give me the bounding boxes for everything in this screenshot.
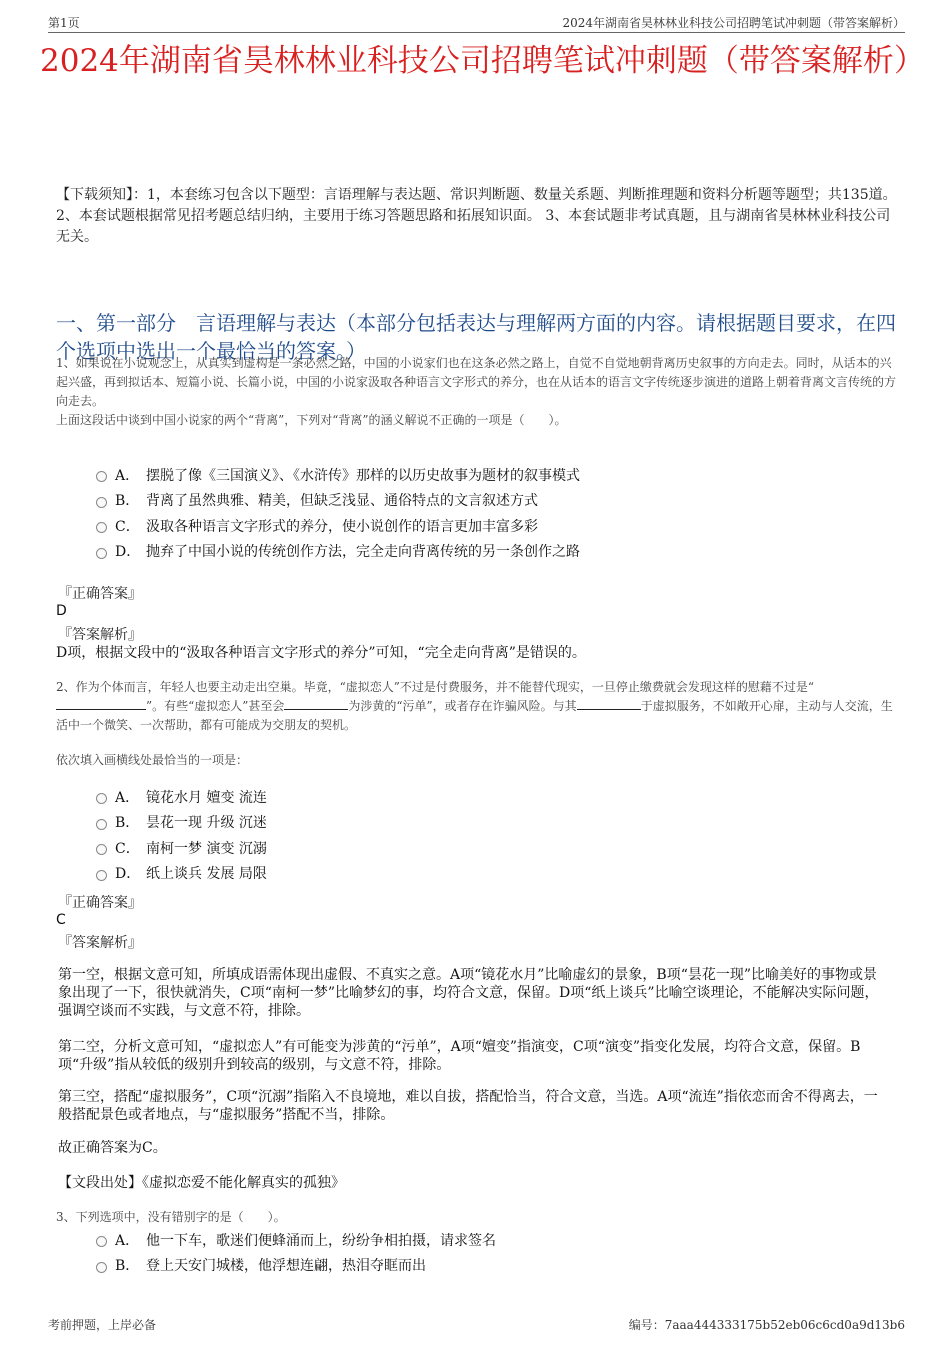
source-citation: 【文段出处】《虚拟恋爱不能化解真实的孤独》: [58, 1175, 345, 1191]
analysis-paragraph-3: 第三空，搭配“虚拟服务”，C项“沉溺”指陷入不良境地，难以自拔，搭配恰当，符合文意，当选。A项“流连”指依恋而舍不得离去，一般搭配景色或者地点，与“虚拟服务”搭配不当，排除。: [58, 1089, 878, 1123]
option-d[interactable]: D． 抛弃了中国小说的传统创作方法，完全走向背离传统的另一条创作之路: [96, 539, 896, 565]
page-title: 2024年湖南省昊林林业科技公司招聘笔试冲刺题（带答案解析）: [40, 43, 925, 79]
radio-icon[interactable]: [96, 819, 107, 830]
correct-answer-value: D: [56, 603, 67, 619]
footer-code: 编号：7aaa444333175b52eb06c6cd0a9d13b6: [628, 1318, 905, 1332]
correct-answer-label: 『正确答案』: [58, 895, 142, 911]
option-a[interactable]: A． 摆脱了像《三国演义》、《水浒传》那样的以历史故事为题材的叙事模式: [96, 462, 896, 488]
option-b[interactable]: B． 昙花一现 升级 沉迷: [96, 810, 896, 836]
option-d[interactable]: D． 纸上谈兵 发展 局限: [96, 861, 896, 887]
question-3-options: [96, 1227, 896, 1278]
page-number: 第1页: [48, 16, 80, 30]
radio-icon[interactable]: [96, 471, 107, 482]
option-b[interactable]: B． 背离了虽然典雅、精美，但缺乏浅显、通俗特点的文言叙述方式: [96, 488, 896, 514]
blank-line: [56, 699, 146, 710]
download-notice: 【下载须知】：1，本套练习包含以下题型：言语理解与表达题、常识判断题、数量关系题、判断推理题和资料分析题等题型；共135道。 2、本套试题根据常见招考题总结归纳，主要用于练习答题思路和拓展知识面。 3、本套试题非考试真题，且与湖南省昊林林业科技公司无关。: [56, 187, 897, 245]
analysis-paragraph-2: 第二空，分析文意可知，“虚拟恋人”有可能变为涉黄的“污单”，A项“嬗变”指演变，C项“演变”指变化发展，均符合文意，保留。B项“升级”指从较低的级别升到较高的级别，与文意不符，排除。: [58, 1039, 861, 1073]
option-c[interactable]: C． 汲取各种语言文字形式的养分，使小说创作的语言更加丰富多彩: [96, 513, 896, 539]
analysis-label: 『答案解析』: [58, 627, 142, 643]
blank-line: [577, 699, 641, 710]
question-2-options: [96, 784, 896, 886]
option-a[interactable]: A． 他一下车，歌迷们便蜂涌而上，纷纷争相拍摄，请求签名: [96, 1227, 896, 1253]
section-heading: 一、第一部分 言语理解与表达（本部分包括表达与理解两方面的内容。请根据题目要求，在四个选项中选出一个最恰当的答案。）: [56, 311, 896, 363]
radio-icon[interactable]: [96, 844, 107, 855]
radio-icon[interactable]: [96, 522, 107, 533]
header-doc-title: 2024年湖南省昊林林业科技公司招聘笔试冲刺题（带答案解析）: [562, 16, 905, 30]
option-c[interactable]: C． 南柯一梦 演变 沉溺: [96, 835, 896, 861]
page-header: [48, 12, 905, 33]
question-2-ask: 依次填入画横线处最恰当的一项是：: [56, 753, 249, 767]
radio-icon[interactable]: [96, 1262, 107, 1273]
radio-icon[interactable]: [96, 793, 107, 804]
analysis-conclusion: 故正确答案为C。: [58, 1140, 167, 1156]
radio-icon[interactable]: [96, 870, 107, 881]
footer-slogan: 考前押题，上岸必备: [48, 1318, 157, 1332]
question-1-ask: 上面这段话中谈到中国小说家的两个“背离”，下列对“背离”的涵义解说不正确的一项是（ ）。: [56, 413, 567, 427]
option-a[interactable]: A． 镜花水月 嬗变 流连: [96, 784, 896, 810]
radio-icon[interactable]: [96, 548, 107, 559]
option-b[interactable]: B． 登上天安门城楼，他浮想连翩，热泪夺眶而出: [96, 1253, 896, 1279]
question-1-options: [96, 462, 896, 564]
analysis-label: 『答案解析』: [58, 935, 142, 951]
question-3-stem: 3、下列选项中，没有错别字的是（ ）。: [56, 1210, 286, 1224]
question-1-analysis: D项，根据文段中的“汲取各种语言文字形式的养分”可知，“完全走向背离”是错误的。: [56, 645, 586, 661]
radio-icon[interactable]: [96, 497, 107, 508]
question-2-stem: 2、作为个体而言，年轻人也要主动走出空巢。毕竟，“虚拟恋人”不过是付费服务，并不能替代现实，一旦停止缴费就会发现这样的慰藉不过是“”。有些“虚拟恋人”甚至会 为涉黄的“污单”，或者存在诈骗风险。与其 于虚拟服务，不如敞开心扉，主动与人交流，生活中一个微笑、一次帮助，都有可能成为交朋友的契机。: [56, 680, 893, 732]
blank-line: [284, 699, 348, 710]
question-1-stem: 1、如果说在小说观念上，从真实到虚构是一条必然之路，中国的小说家们也在这条必然之路上，自觉不自觉地朝背离历史叙事的方向走去。同时，从话本的兴起兴盛，再到拟话本、短篇小说、长篇小说，中国的小说家汲取各种语言文字形式的养分，也在从话本的语言文字传统逐步演进的道路上朝着背离文言传统的方向走去。: [56, 356, 897, 408]
correct-answer-label: 『正确答案』: [58, 586, 142, 602]
radio-icon[interactable]: [96, 1236, 107, 1247]
analysis-paragraph-1: 第一空，根据文意可知，所填成语需体现出虚假、不真实之意。A项“镜花水月”比喻虚幻的景象，B项“昙花一现”比喻美好的事物或景象出现了一下，很快就消失，C项“南柯一梦”比喻梦幻的事，均符合文意，保留。D项“纸上谈兵”比喻空谈理论，不能解决实际问题，强调空谈而不实践，与文意不符，排除。: [58, 967, 879, 1019]
correct-answer-value: C: [56, 912, 66, 928]
